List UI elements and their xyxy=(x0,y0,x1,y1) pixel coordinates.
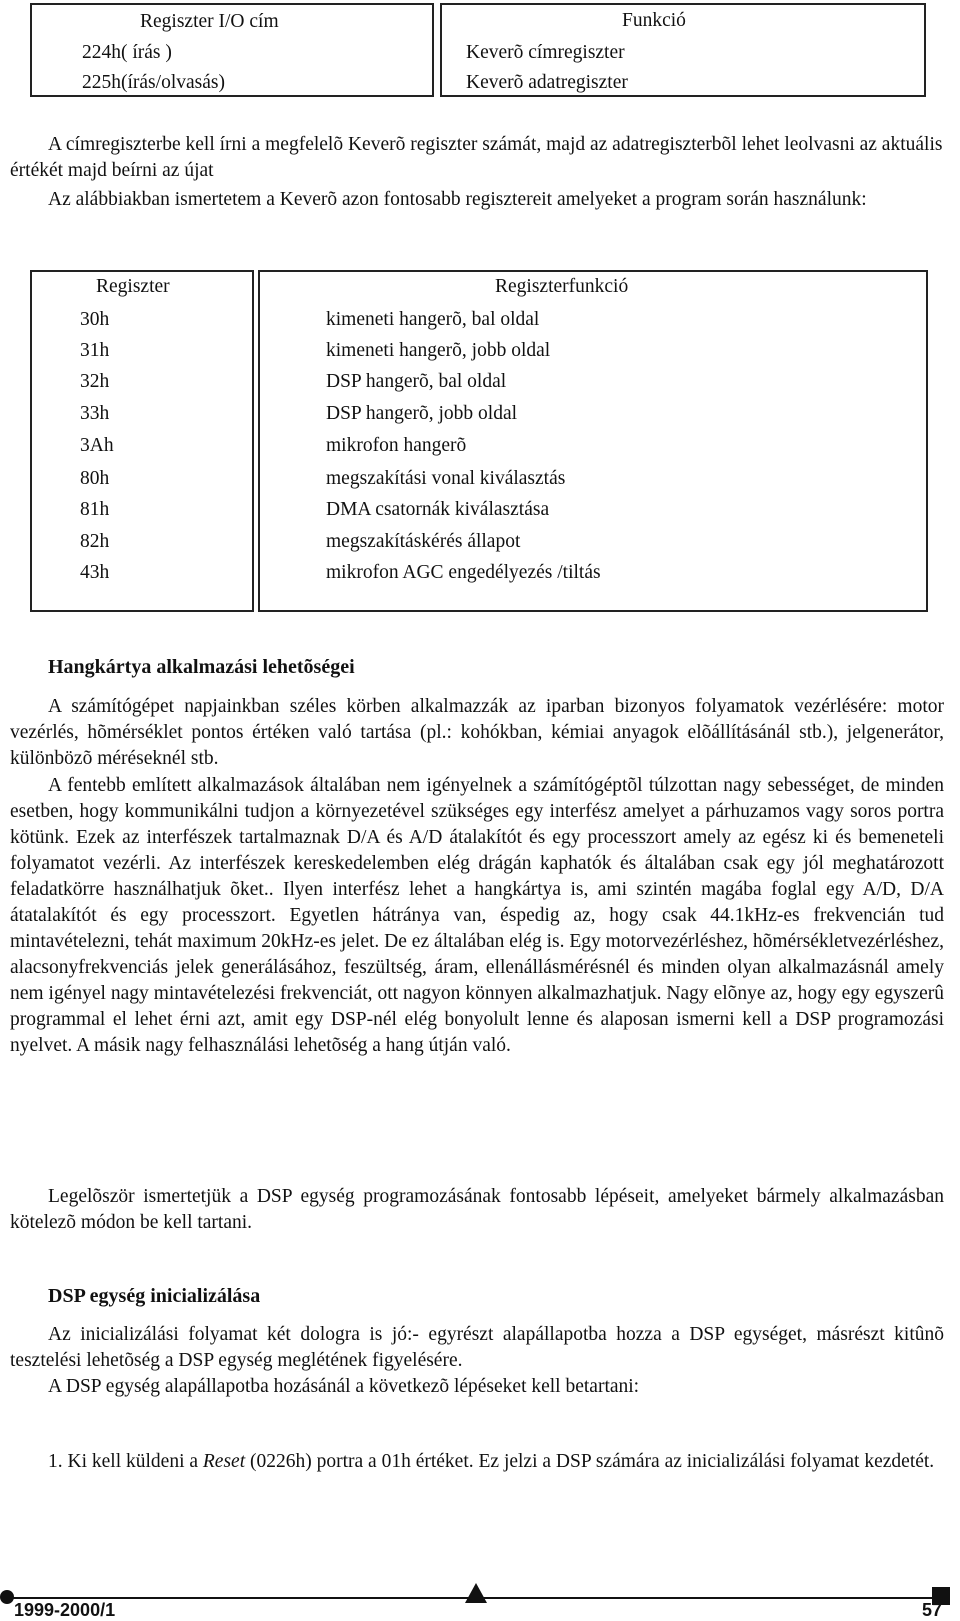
function-cell: megszakításkérés állapot xyxy=(326,531,521,552)
function-cell: DMA csatornák kiválasztása xyxy=(326,499,550,520)
section-heading: Hangkártya alkalmazási lehetõségei xyxy=(48,656,355,678)
body-paragraph: Az inicializálási folyamat két dologra is jó:- egyrészt alapállapotba hozza a DSP egységet, másrészt kitûnõ tesztelési lehetõség a DSP egység meglétének figyelésére. xyxy=(10,1324,944,1371)
body-paragraph: A DSP egység alapállapotba hozásánál a következõ lépéseket kell betartani: xyxy=(48,1376,640,1397)
table-row xyxy=(30,430,928,462)
function-cell: kimeneti hangerõ, jobb oldal xyxy=(326,340,551,361)
function-cell: megszakítási vonal kiválasztás xyxy=(326,468,566,489)
body-paragraph: A fentebb említett alkalmazások általában nem igényelnek a számítógéptõl túlzottan nagy sebességet, de minden esetben, hogy kommunikálni tudjon a környezetével szükséges egy interfész amelyet a párhuzamos vagy soros portra kötünk. Ezek az interfészek tartalmaznak D/A és A/D átalakítót és egy processzort amely az egész ki és bemeneteli folyamatot vezérli. Az interfészek kereskedelemben elég drágán kaphatók és általában csak egy jól meghatározott feladatkörre használhatjuk õket.. Ilyen interfész lehet a hangkártya is, ami szintén magába foglal egy A/D, D/A átatalakítót és egy processzort. Egyetlen hátránya van, éspedig az, hogy csak 44.1kHz-es frekvencián tud mintavételezni, tehát maximum 20kHz-es jelet. De ez általában elég is. Egy motorvezérléshez, hõmérsékletvezérléshez, alacsonyfrekvenciás jelek generálásához, feszültség, áram, ellenállásmérésnél és minden olyan alkalmazásnál amely nem igényel nagy mintavételezési frekvenciát, ott nagyon könnyen alkalmazhatjuk. Nagy elõnye az, hogy egy egyszerû programmal el lehet érni azt, amit egy DSP-nél elég bonyolult lenne és alaposan ismerni kell a DSP programozási nyelvet. A másik nagy felhasználási lehetõség a hang útján való. xyxy=(10,775,944,1056)
mixer-table-header-function: Regiszterfunkció xyxy=(495,276,629,297)
mixer-table-header-row xyxy=(30,271,928,303)
table-row xyxy=(30,557,928,589)
intro-paragraph: A címregiszterbe kell írni a megfelelõ Keverõ regiszter számát, majd az adatregiszterbõl lehet leolvasni az aktuális értékét majd beírni az újat xyxy=(10,134,943,181)
function-cell: mikrofon AGC engedélyezés /tiltás xyxy=(326,562,601,583)
io-table-header-function: Funkció xyxy=(622,10,686,31)
io-register-table xyxy=(30,3,926,99)
table-row xyxy=(30,366,928,398)
table-row xyxy=(30,526,928,558)
io-table-register-column xyxy=(30,3,434,97)
intro-paragraph: Az alábbiakban ismertetem a Keverõ azon fontosabb regisztereit amelyeket a program során használunk: xyxy=(48,189,867,210)
register-cell: 30h xyxy=(80,309,110,330)
step-text: 1. Ki kell küldeni a xyxy=(48,1451,203,1472)
function-cell: DSP hangerõ, bal oldal xyxy=(326,371,507,392)
mixer-register-table xyxy=(30,270,928,612)
circle-bullet-icon xyxy=(0,1590,14,1604)
body-paragraph: A számítógépet napjainkban széles körben alkalmazzák az iparban bizonyos folyamatok vezérlésére: motor vezérlés, hõmérséklet pontos értéken való tartása (pl.: kohókban, kémiai anyagok elõállításánál stb.), jelgenerátor, különbözõ méréseknél stb. xyxy=(10,696,944,769)
step-paragraph xyxy=(10,1449,944,1475)
io-table-cell-function: Keverõ adatregiszter xyxy=(466,72,628,93)
register-cell: 3Ah xyxy=(80,435,114,456)
io-table-cell-register: 224h( írás ) xyxy=(82,42,172,63)
table-row xyxy=(30,304,928,336)
table-row xyxy=(30,463,928,495)
function-cell: DSP hangerõ, jobb oldal xyxy=(326,403,518,424)
register-cell: 80h xyxy=(80,468,110,489)
table-row xyxy=(30,335,928,367)
table-row xyxy=(30,398,928,430)
issue-label: 1999-2000/1 xyxy=(14,1600,116,1620)
step-text: (0226h) portra a 01h értéket. Ez jelzi a DSP számára az inicializálási folyamat kezdetét. xyxy=(245,1451,935,1472)
io-table-function-column xyxy=(440,3,926,97)
body-paragraph: Legelõször ismertetjük a DSP egység programozásának fontosabb lépéseit, amelyeket bármely alkalmazásban kötelezõ módon be kell tartani. xyxy=(10,1186,944,1233)
function-cell: kimeneti hangerõ, bal oldal xyxy=(326,309,540,330)
section-heading: DSP egység inicializálása xyxy=(48,1285,261,1307)
register-cell: 43h xyxy=(80,562,110,583)
mixer-table-header-register: Regiszter xyxy=(96,276,170,297)
function-cell: mikrofon hangerõ xyxy=(326,435,467,456)
io-table-header-register: Regiszter I/O cím xyxy=(140,11,279,32)
io-table-cell-register: 225h(írás/olvasás) xyxy=(82,72,225,93)
reset-term: Reset xyxy=(202,1451,246,1472)
register-cell: 81h xyxy=(80,499,110,520)
triangle-marker-icon xyxy=(465,1583,487,1603)
register-cell: 31h xyxy=(80,340,110,361)
page-number: 57 xyxy=(921,1600,942,1620)
register-cell: 82h xyxy=(80,531,110,552)
table-row xyxy=(30,494,928,526)
io-table-cell-function: Keverõ címregiszter xyxy=(466,42,625,63)
register-cell: 32h xyxy=(80,371,110,392)
register-cell: 33h xyxy=(80,403,110,424)
